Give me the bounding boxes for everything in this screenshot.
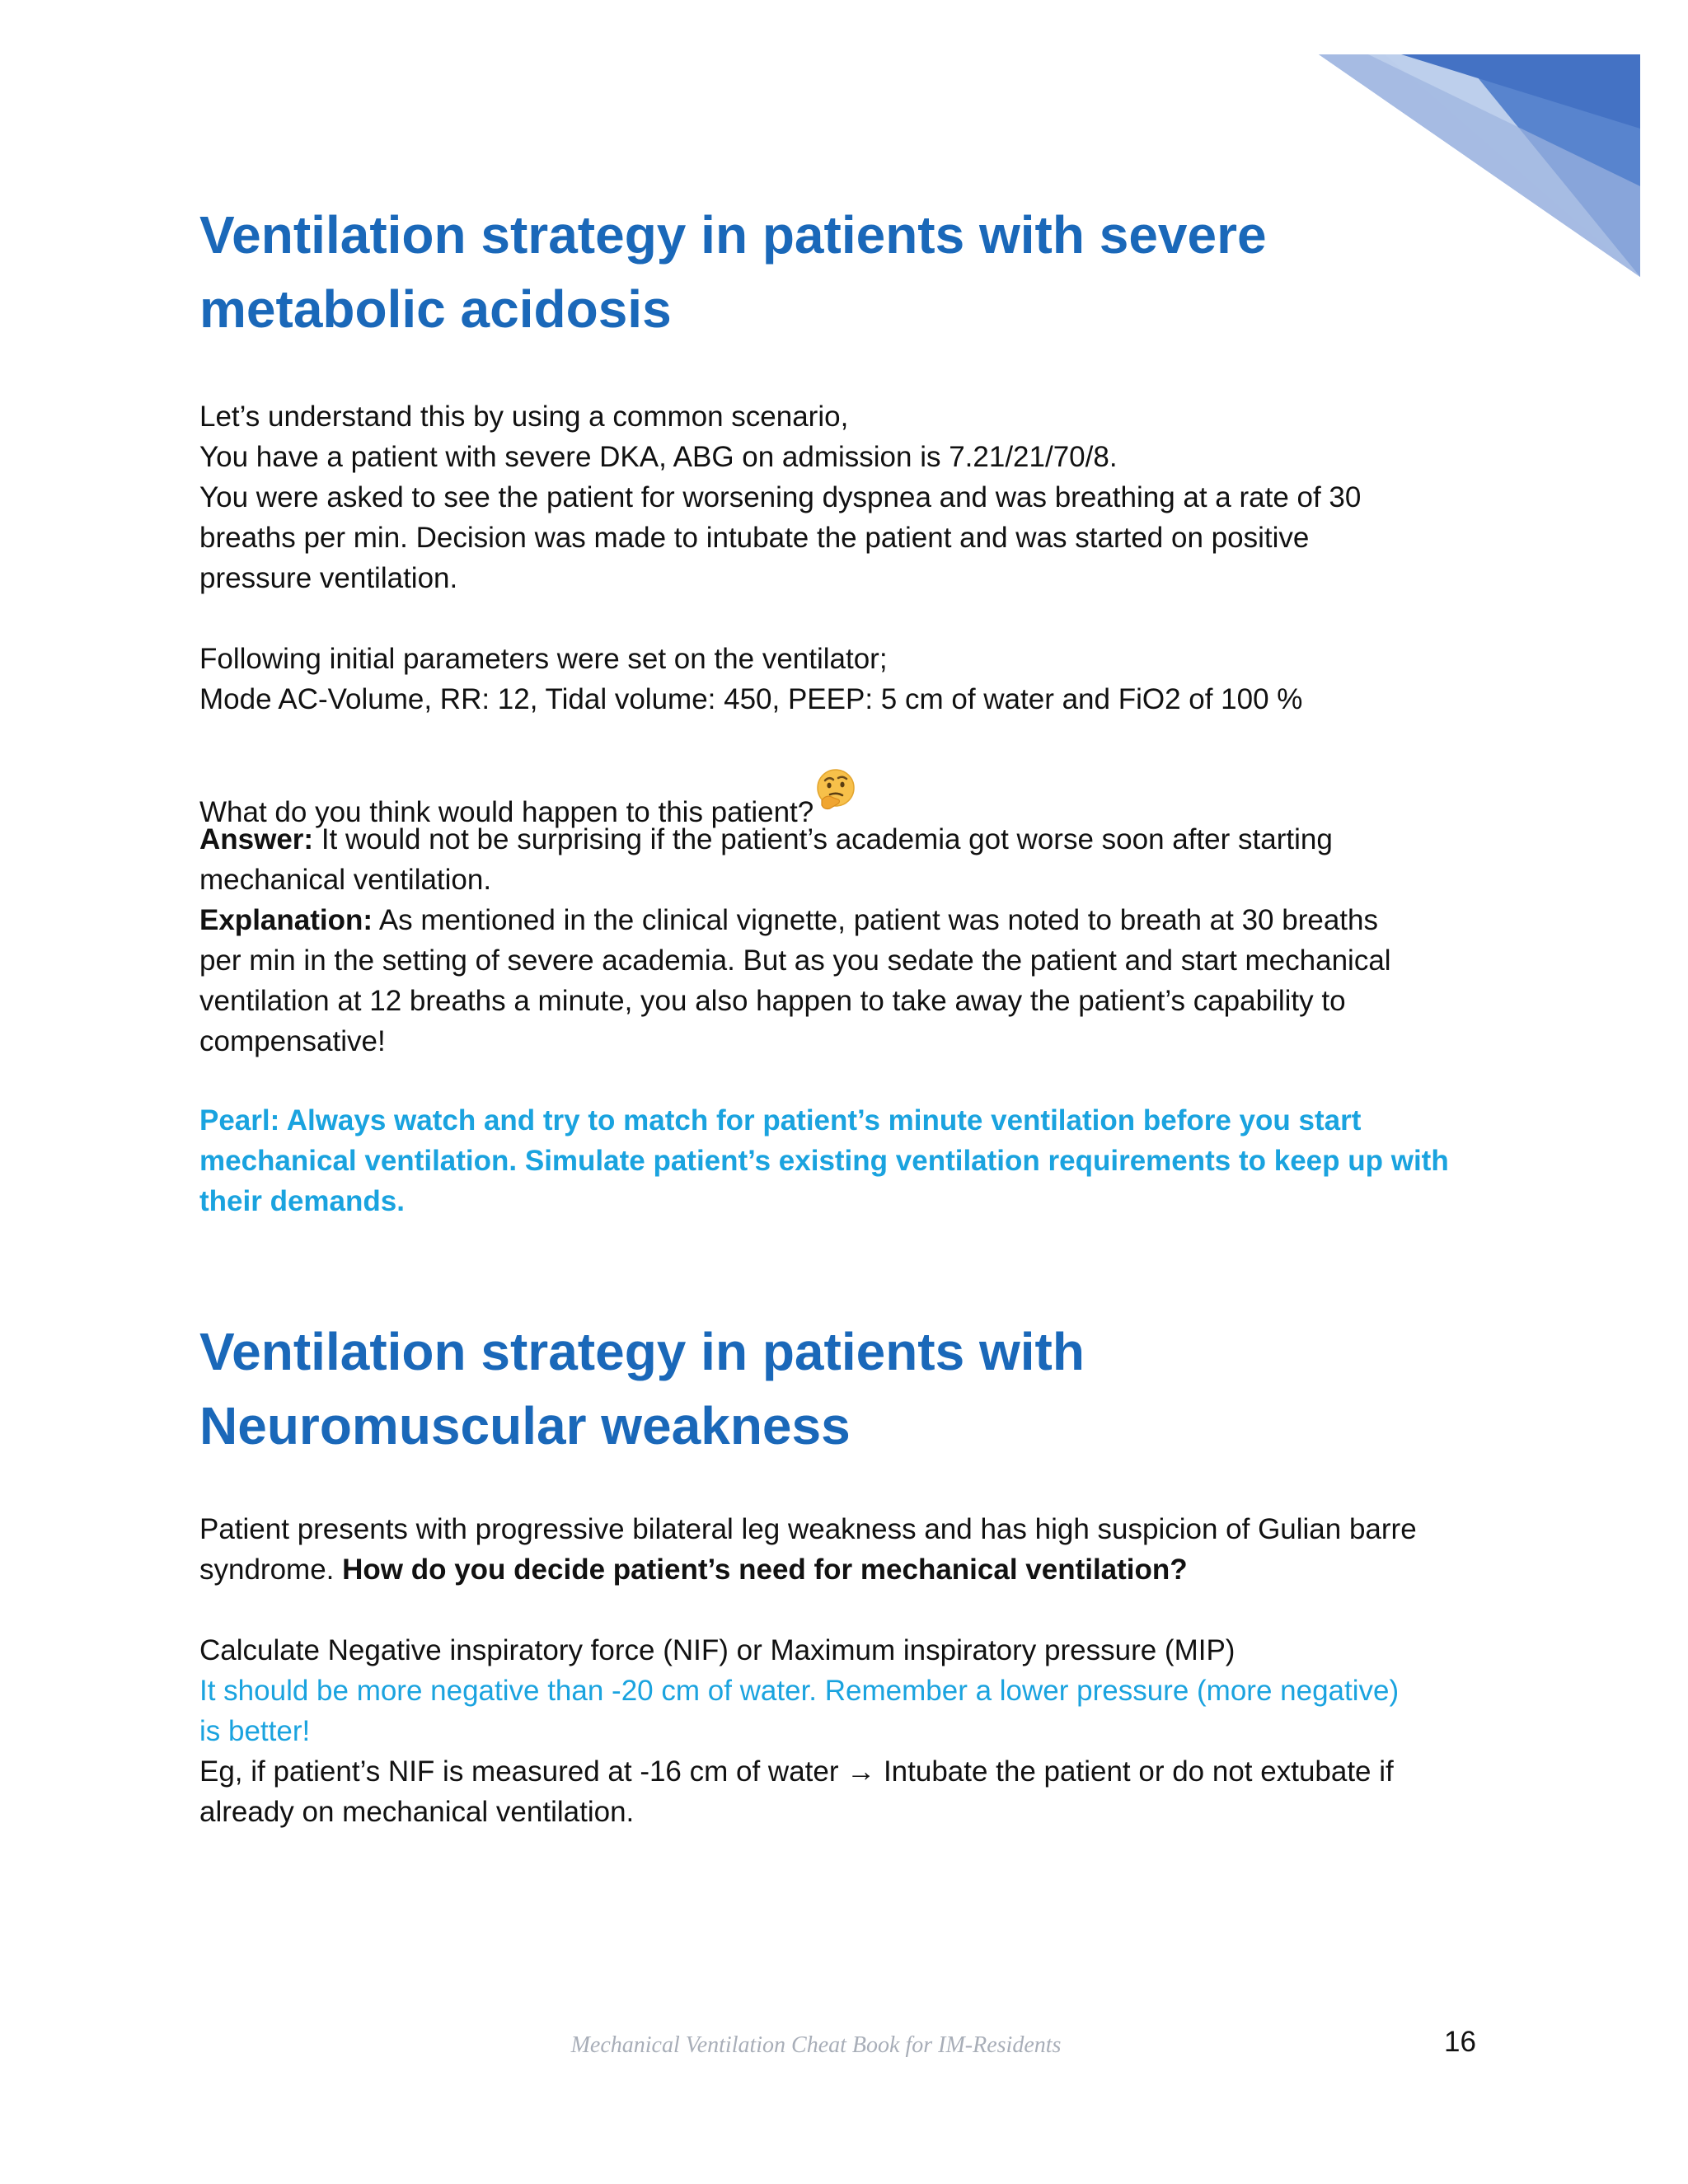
section-title-metabolic-acidosis: Ventilation strategy in patients with severe metabolic acidosis bbox=[199, 205, 1267, 339]
answer-line: Answer: It would not be surprising if the patient’s academia got worse soon after starting bbox=[199, 823, 1333, 855]
right-arrow-icon: → bbox=[846, 1755, 876, 1788]
explanation-line: Explanation: As mentioned in the clinical vignette, patient was noted to breath at 30 breaths bbox=[199, 904, 1378, 936]
thinking-face-icon bbox=[814, 767, 858, 812]
footer-title: Mechanical Ventilation Cheat Book for IM-Residents bbox=[570, 2032, 1062, 2058]
section-title-neuromuscular-weakness: Ventilation strategy in patients with Neuromuscular weakness bbox=[199, 1322, 1085, 1455]
pearl-callout: Pearl: Always watch and try to match for patient’s minute ventilation before you start mechanical ventilation. Simulate patient’s existing ventilation requirements to keep up with their demands. bbox=[199, 1104, 1449, 1217]
qa-paragraph: What do you think would happen to this patient? Answer: It would not be surprising if the patient’s academia got worse soon after starting mechanical ventilation. Explanation: As mentioned in the clinical vignette, patient was noted to breath at 30 breaths per min in the setting of severe academia. But as you sedate the patient and start mechanical ventilation at 12 breaths a minute, you also happen to take away the patient’s capability to compensative! bbox=[199, 779, 1485, 1062]
question-line: What do you think would happen to this patient? bbox=[199, 779, 1485, 819]
ventilator-parameters-paragraph: Following initial parameters were set on the ventilator; Mode AC-Volume, RR: 12, Tidal volume: 450, PEEP: 5 cm of water and FiO2 of 100 % bbox=[199, 643, 1303, 715]
neuromuscular-intro-paragraph: Patient presents with progressive bilateral leg weakness and has high suspicion of Gulian barre syndrome. How do you decide patient’s need for mechanical ventilation? bbox=[199, 1513, 1417, 1586]
nif-paragraph: Calculate Negative inspiratory force (NIF) or Maximum inspiratory pressure (MIP) It should be more negative than -20 cm of water. Remember a lower pressure (more negative) is better! Eg, if patient’s NIF is measured at -16 cm of water → Intubate the patient or do not extubate if already on mechanical ventilation. bbox=[199, 1630, 1485, 1832]
example-line: Eg, if patient’s NIF is measured at -16 cm of water → Intubate the patient or do not extubate if bbox=[199, 1751, 1485, 1792]
intro-paragraph: Let’s understand this by using a common scenario, You have a patient with severe DKA, ABG on admission is 7.21/21/70/8. You were asked to see the patient for worsening dyspnea and was breathing at a rate of 30 breaths per min. Decision was made to intubate the patient and was started on positive pressure ventilation. bbox=[199, 401, 1362, 594]
page-number: 16 bbox=[1444, 2026, 1476, 2058]
